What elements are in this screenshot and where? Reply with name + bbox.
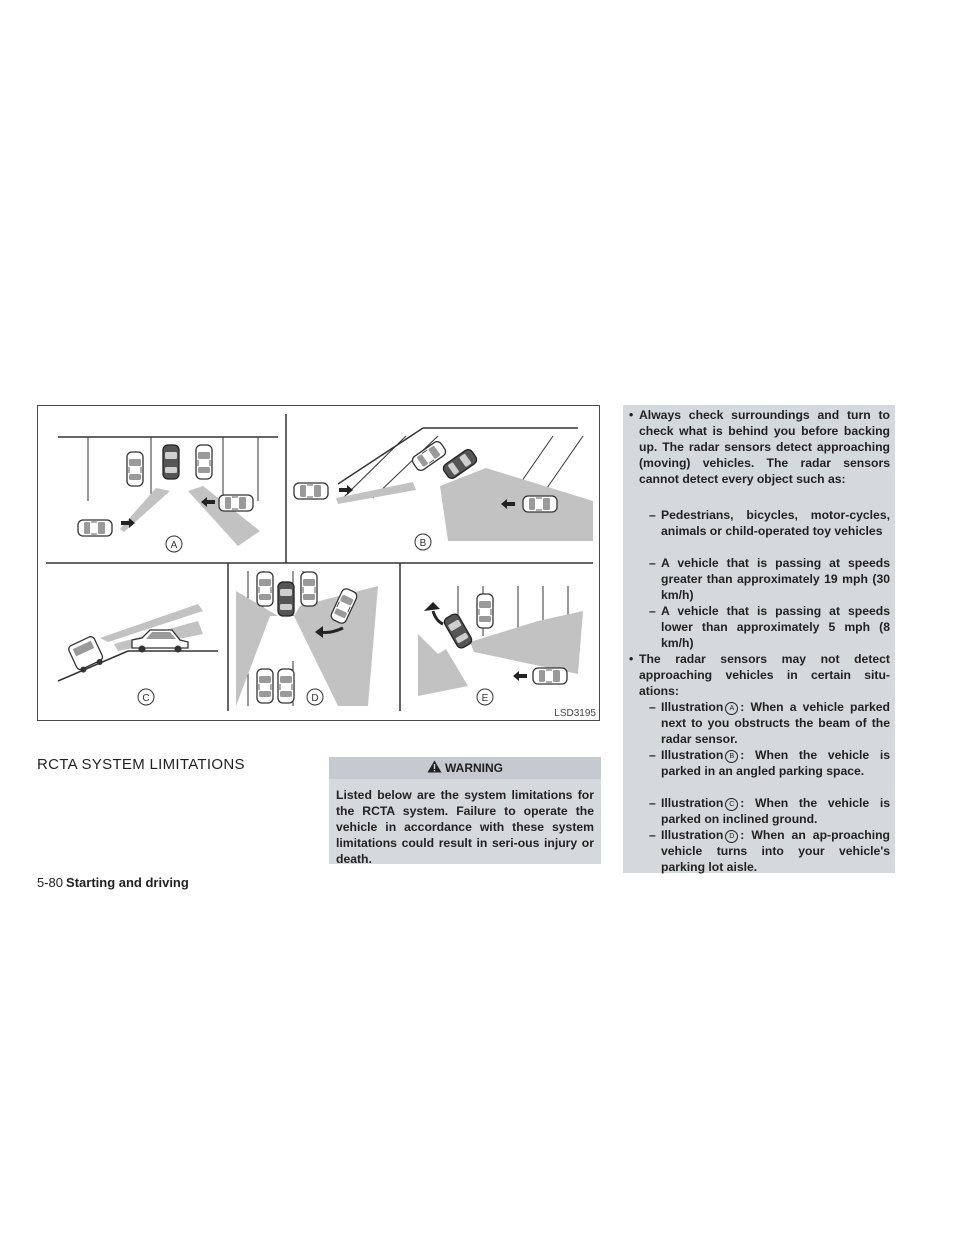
sub-text: Pedestrians, bicycles, motor-cycles, animals or child-operated toy vehicles bbox=[661, 508, 890, 538]
bullet-item bbox=[623, 407, 895, 507]
warning-header bbox=[329, 757, 601, 779]
dash-symbol: – bbox=[649, 556, 656, 570]
bullet-text: Always check surroundings and turn to check what is behind you before backing up. The radar sensors detect approaching (moving) vehicles. The radar sensors cannot detect every object such as: bbox=[639, 408, 890, 486]
panel-b bbox=[294, 428, 593, 550]
sub-text: Illustration D : When an ap-proaching vehicle turns into your vehicle's parking lot aisle. bbox=[661, 828, 890, 874]
label-d: D bbox=[311, 693, 319, 704]
sub-item bbox=[623, 603, 895, 651]
footer-section: Starting and driving bbox=[66, 875, 189, 890]
sub-text: Illustration C : When the vehicle is parked on inclined ground. bbox=[661, 796, 890, 826]
sub-item bbox=[623, 555, 895, 603]
dash-symbol: – bbox=[649, 796, 656, 810]
dash-symbol: – bbox=[649, 828, 656, 842]
sub-item bbox=[623, 507, 895, 555]
label-e: E bbox=[481, 693, 489, 704]
dash-symbol: – bbox=[649, 508, 656, 522]
limitations-notes bbox=[623, 405, 895, 873]
sub-text: Illustration B : When the vehicle is parked in an angled parking space. bbox=[661, 748, 890, 778]
dash-symbol: – bbox=[649, 748, 656, 762]
warning-icon bbox=[427, 760, 442, 776]
warning-heading: WARNING bbox=[445, 761, 503, 775]
bullet-item bbox=[623, 651, 895, 699]
warning-box bbox=[329, 757, 601, 864]
panel-e bbox=[418, 586, 583, 705]
sub-item bbox=[623, 795, 895, 827]
ref-c-icon: C bbox=[725, 798, 738, 811]
sub-text: A vehicle that is passing at speeds lower than approximately 5 mph (8 km/h) bbox=[661, 604, 890, 650]
sub-item bbox=[623, 747, 895, 795]
dash-symbol: – bbox=[649, 700, 656, 714]
page-number: 5-80 bbox=[37, 875, 64, 890]
ref-a-icon: A bbox=[725, 702, 738, 715]
label-c: C bbox=[142, 693, 150, 704]
bullet-symbol: • bbox=[629, 652, 634, 666]
bullet-text: The radar sensors may not detect approaching vehicles in certain situ-ations: bbox=[639, 652, 890, 698]
rcta-illustration-drawing bbox=[38, 406, 601, 722]
dash-symbol: – bbox=[649, 604, 656, 618]
rcta-illustration bbox=[37, 405, 600, 721]
label-a: A bbox=[170, 540, 178, 551]
panel-a bbox=[58, 437, 278, 552]
page-footer bbox=[37, 875, 189, 890]
sub-text: A vehicle that is passing at speeds greater than approximately 19 mph (30 km/h) bbox=[661, 556, 890, 602]
section-title: RCTA SYSTEM LIMITATIONS bbox=[37, 756, 245, 773]
sub-text: Illustration A : When a vehicle parked next to you obstructs the beam of the radar sensor. bbox=[661, 700, 890, 746]
sub-item bbox=[623, 699, 895, 747]
sub-item bbox=[623, 827, 895, 873]
warning-text: Listed below are the system limitations for the RCTA system. Failure to operate the vehicle in accordance with these system limitations could result in seri-ous injury or death. bbox=[336, 788, 594, 866]
panel-d bbox=[236, 571, 378, 706]
bullet-symbol: • bbox=[629, 408, 634, 422]
label-b: B bbox=[419, 538, 427, 549]
ref-d-icon: D bbox=[725, 830, 738, 843]
panel-c bbox=[58, 604, 218, 705]
ref-b-icon: B bbox=[725, 750, 738, 763]
figure-code: LSD3195 bbox=[554, 708, 596, 719]
